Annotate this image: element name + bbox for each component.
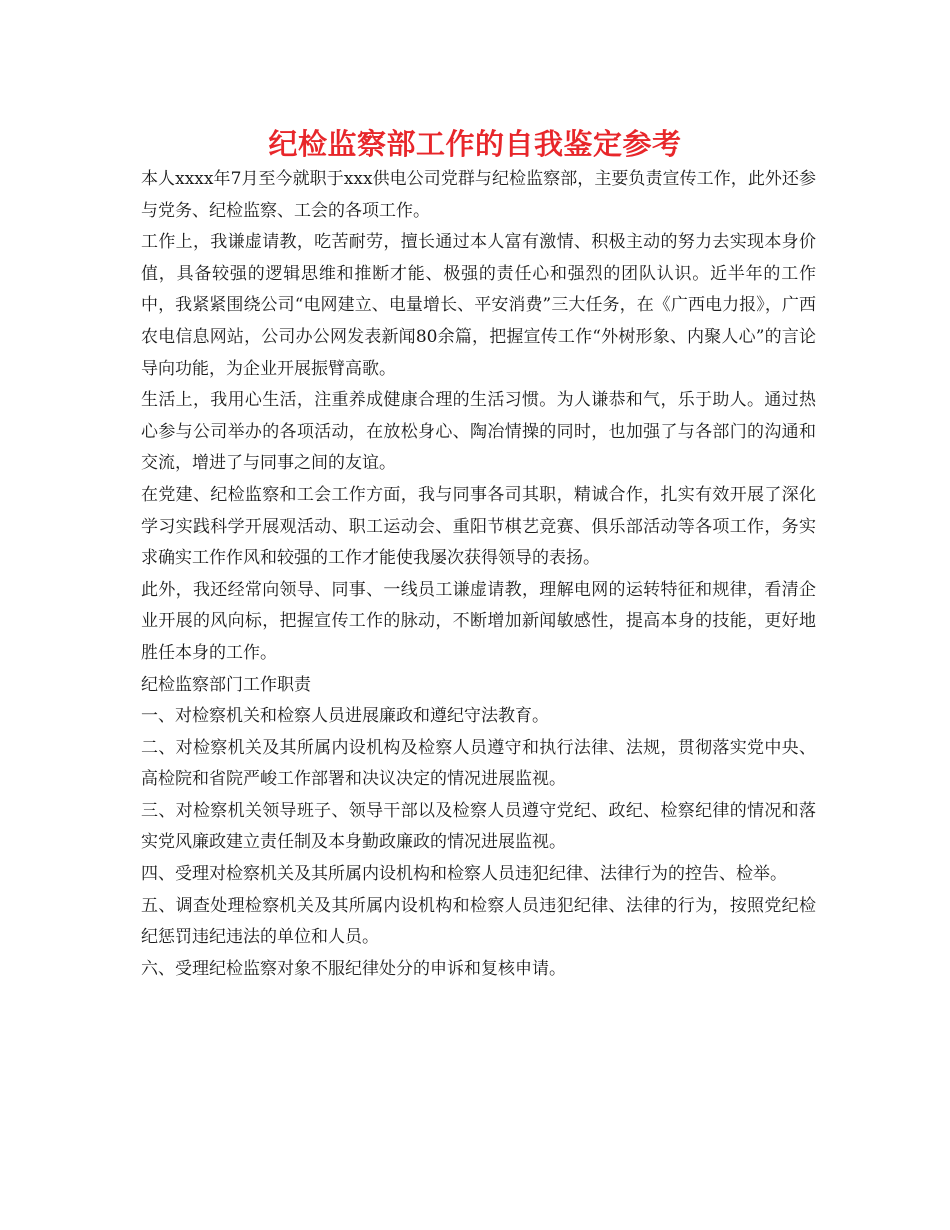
paragraph-additional: 此外，我还经常向领导、同事、一线员工谦虚请教，理解电网的运转特征和规律，看清企业开展的风向标，把握宣传工作的脉动，不断增加新闻敏感性，提高本身的技能，更好地胜任本身的工作。 — [141, 579, 816, 663]
duty-item-5: 五、调查处理检察机关及其所属内设机构和检察人员违犯纪律、法律的行为，按照党纪检纪惩罚违纪违法的单位和人员。 — [141, 895, 816, 948]
duty-item-2: 二、对检察机关及其所属内设机构及检察人员遵守和执行法律、法规，贯彻落实党中央、高检院和省院严峻工作部署和决议决定的情况进展监视。 — [141, 737, 816, 790]
duty-item-3: 三、对检察机关领导班子、领导干部以及检察人员遵守党纪、政纪、检察纪律的情况和落实党风廉政建立责任制及本身勤政廉政的情况进展监视。 — [141, 800, 816, 853]
document-body — [141, 164, 816, 985]
duty-item-1: 一、对检察机关和检察人员进展廉政和遵纪守法教育。 — [141, 706, 549, 727]
section-heading-duties: 纪检监察部门工作职责 — [141, 674, 311, 695]
document-title: 纪检监察部工作的自我鉴定参考 — [268, 127, 682, 161]
paragraph-party-work: 在党建、纪检监察和工会工作方面，我与同事各司其职，精诚合作，扎实有效开展了深化学习实践科学开展观活动、职工运动会、重阳节棋艺竞赛、俱乐部活动等各项工作，务实求确实工作作风和较强的工作才能使我屡次获得领导的表扬。 — [141, 484, 816, 569]
paragraph-intro: 本人xxxx年7月至今就职于xxx供电公司党群与纪检监察部，主要负责宣传工作，此外还参与党务、纪检监察、工会的各项工作。 — [141, 169, 816, 221]
duty-item-4: 四、受理对检察机关及其所属内设机构和检察人员违犯纪律、法律行为的控告、检举。 — [141, 864, 787, 885]
duty-item-6: 六、受理纪检监察对象不服纪律处分的申诉和复核申请。 — [141, 958, 566, 979]
paragraph-life: 生活上，我用心生活，注重养成健康合理的生活习惯。为人谦恭和气，乐于助人。通过热心参与公司举办的各项活动，在放松身心、陶冶情操的同时，也加强了与各部门的沟通和交流，增进了与同事之间的友谊。 — [141, 390, 816, 474]
paragraph-work: 工作上，我谦虚请教，吃苦耐劳，擅长通过本人富有激情、积极主动的努力去实现本身价值，具备较强的逻辑思维和推断才能、极强的责任心和强烈的团队认识。近半年的工作中，我紧紧围绕公司“电网建立、电量增长、平安消费”三大任务，在《广西电力报》，广西农电信息网站，公司办公网发表新闻80余篇，把握宣传工作“外树形象、内聚人心”的言论导向功能，为企业开展振臂高歌。 — [141, 232, 816, 379]
